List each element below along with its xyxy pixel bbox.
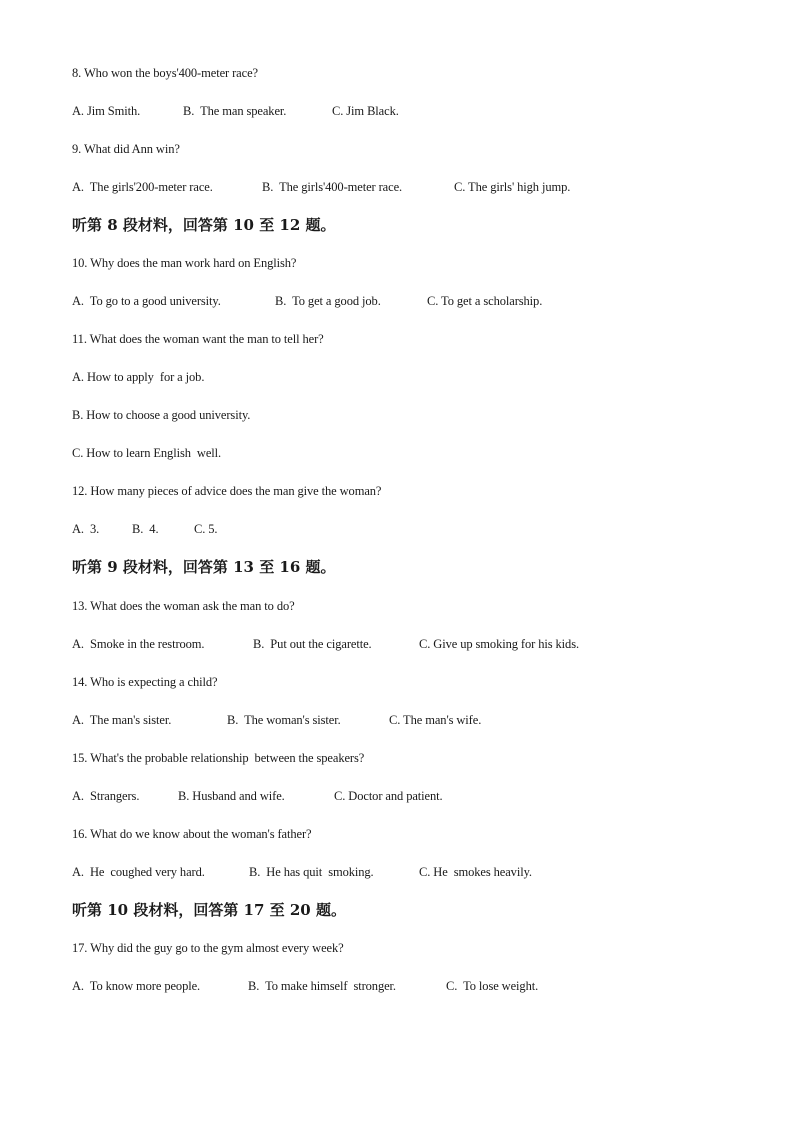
option-b: B. He has quit smoking.	[249, 865, 374, 879]
option-c: C. He smokes heavily.	[419, 865, 532, 879]
question-17: 17. Why did the guy go to the gym almost every week?	[72, 941, 344, 955]
option-c: C. The girls' high jump.	[454, 180, 571, 194]
question-13: 13. What does the woman ask the man to do?	[72, 599, 295, 613]
options-17	[72, 978, 539, 1058]
option-c: C. The man's wife.	[389, 713, 482, 727]
option-c: C. 5.	[194, 522, 218, 536]
option-b: B. The man speaker.	[183, 104, 287, 118]
option-a: A. To know more people.	[72, 979, 201, 993]
option-11-c: C. How to learn English well.	[72, 446, 222, 460]
option-c: C. Doctor and patient.	[334, 789, 443, 803]
question-12: 12. How many pieces of advice does the man give the woman?	[72, 484, 382, 498]
section-heading-9: 听第 9 段材料，回答第 13 至 16 题。	[72, 558, 336, 576]
option-a: A. The man's sister.	[72, 713, 172, 727]
question-16: 16. What do we know about the woman's father?	[72, 827, 312, 841]
option-b: B. Put out the cigarette.	[253, 637, 372, 651]
section-heading-8: 听第 8 段材料，回答第 10 至 12 题。	[72, 216, 336, 234]
option-a: A. 3.	[72, 522, 100, 536]
question-10: 10. Why does the man work hard on English?	[72, 256, 297, 270]
section-heading-10: 听第 10 段材料，回答第 17 至 20 题。	[72, 901, 346, 919]
option-11-b: B. How to choose a good university.	[72, 408, 251, 422]
option-11-a: A. How to apply for a job.	[72, 370, 205, 384]
question-11: 11. What does the woman want the man to tell her?	[72, 332, 324, 346]
option-a: A. The girls'200-meter race.	[72, 180, 213, 194]
question-8: 8. Who won the boys'400-meter race?	[72, 66, 258, 80]
option-a: A. Jim Smith.	[72, 104, 141, 118]
option-b: B. The woman's sister.	[227, 713, 341, 727]
question-9: 9. What did Ann win?	[72, 142, 180, 156]
option-a: A. Smoke in the restroom.	[72, 637, 205, 651]
option-b: B. Husband and wife.	[178, 789, 285, 803]
question-14: 14. Who is expecting a child?	[72, 675, 218, 689]
option-b: B. To make himself stronger.	[248, 979, 396, 993]
option-c: C. To get a scholarship.	[427, 294, 543, 308]
option-c: C. To lose weight.	[446, 979, 539, 993]
option-a: A. He coughed very hard.	[72, 865, 205, 879]
question-15: 15. What's the probable relationship between the speakers?	[72, 751, 365, 765]
option-b: B. To get a good job.	[275, 294, 381, 308]
option-a: A. To go to a good university.	[72, 294, 221, 308]
option-b: B. The girls'400-meter race.	[262, 180, 403, 194]
option-a: A. Strangers.	[72, 789, 140, 803]
option-b: B. 4.	[132, 522, 159, 536]
option-c: C. Give up smoking for his kids.	[419, 637, 579, 651]
option-c: C. Jim Black.	[332, 104, 399, 118]
